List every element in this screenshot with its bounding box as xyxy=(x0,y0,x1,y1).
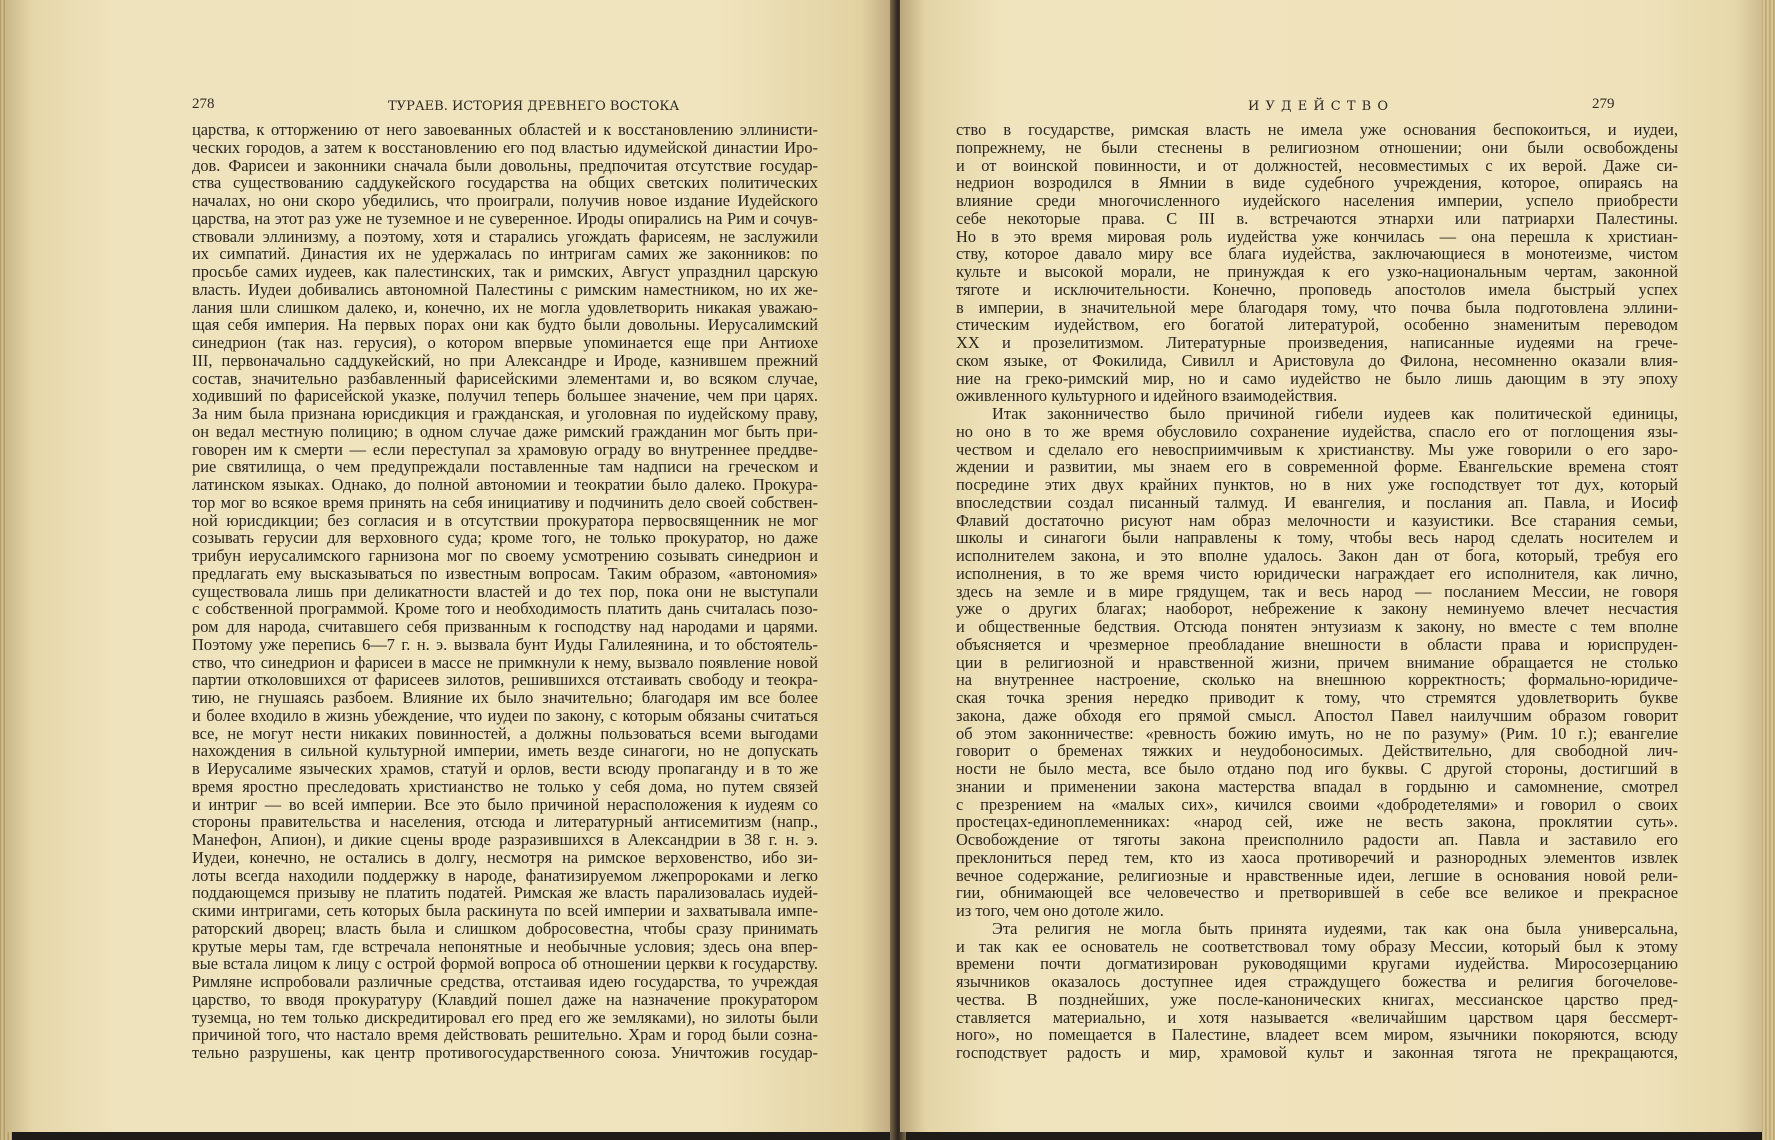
text-line: предлагать ему высказываться по известным вопросам. Таким образом, «автономия» xyxy=(192,563,818,583)
text-line: здесь на земле и в мире грядущем, так и весь народ — посланием Мессии, не говоря xyxy=(956,581,1678,601)
text-line: недрион возродился в Ямнии в виде судебного учреждения, которое, опираясь на xyxy=(956,173,1678,193)
text-line: влияние среди многочисленного иудейского населения империи, успело приобрести xyxy=(956,191,1678,210)
text-line: посредине этих двух крайних пунктов, но в них уже господствует тот дух, который xyxy=(956,475,1678,494)
text-line: тельно разрушены, как центр противогосударственного союза. Уничтожив государ- xyxy=(192,1043,818,1062)
text-line: преклониться перед тем, кто из хаоса противоречий и разнородных элементов извлек xyxy=(956,847,1678,867)
text-line: исполнения, в то же время чисто юридически награждает его исполнителя, как лично, xyxy=(956,563,1678,583)
left-page-number: 278 xyxy=(192,96,215,112)
text-line: и от воинской повинности, и от должностей, несовместимых с их верой. Даже си- xyxy=(956,155,1678,175)
text-line: трибун иерусалимского гарнизона мог по своему усмотрению созывать синедрион и xyxy=(192,546,818,565)
text-line: простецах-единоплеменниках: «народ сей, иже не весть закона, проклятии суть». xyxy=(956,812,1678,832)
text-line: вые встала лицом к лицу с острой формой вопроса об отношении церкви к государству. xyxy=(192,954,818,974)
text-line: и более входило в жизнь убеждение, что иудеи по закону, с которым обязаны считаться xyxy=(192,705,818,725)
text-line: он ведал местную полицию; в одном случае даже римский гражданин мог быть при- xyxy=(192,421,818,441)
text-line: из того, чем оно дотоле жило. xyxy=(956,901,1164,920)
text-line: культе и высокой морали, не принуждая к его узко-национальным чертам, законной xyxy=(956,262,1678,281)
right-page-text xyxy=(956,121,1678,1062)
text-line: и так как ее основатель не соответствовал тому образу Мессии, который был к этому xyxy=(956,936,1678,956)
left-running-head: ТУРАЕВ. ИСТОРИЯ ДРЕВНЕГО ВОСТОКА xyxy=(388,99,680,114)
text-line: ство в государстве, римская власть не имела уже основания беспокоиться, и иудеи, xyxy=(956,120,1678,139)
text-line: созывать герусии для верховного суда; кроме того, не только прокуратор, но даже xyxy=(192,528,818,548)
text-line: ставляется материально, и хотя называется «величайшим царством царя бессмерт- xyxy=(956,1007,1678,1027)
text-line: щая себя империя. На первых порах они как будто были довольны. Иерусалимский xyxy=(192,315,818,335)
text-line: Освобождение от тяготы закона преисполнило радости ап. Павла и заставило его xyxy=(956,830,1678,849)
text-line: тяготе и исключительности. Конечно, проповедь апостолов имела быстрый успех xyxy=(956,279,1678,299)
text-line: ская точка зрения нередко приводит к тому, что стремятся удовлетворить букве xyxy=(956,688,1678,707)
text-line: ства существованию саддукейского государства на общих светских политических xyxy=(192,173,818,193)
text-line: ние на греко-римский мир, но и само иудейство не было лишь дающим в эту эпоху xyxy=(956,368,1678,388)
left-page-text xyxy=(192,121,818,1062)
text-line: Иудеи, конечно, не остались в долгу, несмотря на римское верховенство, ибо зи- xyxy=(192,847,818,867)
text-line: об этом законничестве: «ревность божию имуть, но не по разуму» (Рим. 10 г.); евангелие xyxy=(956,723,1678,743)
text-line: исполнителем закона, и это вполне удалось. Закон дан от бога, который, требуя его xyxy=(956,546,1678,565)
text-line: лания шли слишком далеко, и, конечно, их не могла удовлетворить никакая уважаю- xyxy=(192,297,818,317)
text-line: знании и применении закона мастерства впадал в гордыню и самомнение, смотрел xyxy=(956,776,1678,796)
text-line: и общественные бедствия. Отсюда понятен энтузиазм к закону, но вместе с тем вполне xyxy=(956,617,1678,636)
text-line: стическим иудейством, его богатой литературой, особенно знаменитым переводом xyxy=(956,315,1678,335)
text-line: все, не могут нести никаких повинностей, а должны пользоваться всеми выгодами xyxy=(192,723,818,743)
text-line: Итак законничество было причиной гибели иудеев как политической единицы, xyxy=(992,404,1678,423)
text-line: За ним была признана юрисдикция и гражданская, и уголовная по иудейскому праву, xyxy=(192,404,818,423)
text-line: Флавий достаточно рисуют нам образ мелочности и казуистики. Все старания семьи, xyxy=(956,510,1678,530)
text-line: язычников оказалось доступнее идея страждущего божества и религия богочелове- xyxy=(956,972,1678,991)
text-line: на внутреннее настроение, сколько на внешнюю корректность; формально-юридиче- xyxy=(956,670,1678,690)
text-line: рие святилища, о чем предупреждали поставленные там надписи на греческом и xyxy=(192,457,818,477)
text-line: тор мог во всякое время принять на себя инициативу и подчинить дело своей собствен- xyxy=(192,492,818,512)
text-line: существовала лишь при деликатности властей и до тех пор, пока они не выступали xyxy=(192,581,818,601)
text-line: нахождения в сильной культурной империи, иметь везде синагоги, но не допускать xyxy=(192,741,818,761)
text-line: ного», но помещается в Палестине, владеет всем миром, язычники покоряются, всюду xyxy=(956,1025,1678,1045)
text-line: туземца, но тем только дискредитировал его пред его же земляками), но зилоты были xyxy=(192,1007,818,1027)
text-line: гии, обнимающей все человечество и претворившей в себе все великое и прекрасное xyxy=(956,883,1678,903)
text-line: ждении и развитии, мы знаем его в современной форме. Евангельские времена стоят xyxy=(956,457,1678,477)
text-line: говорен им к смерти — если переступал за храмовую ограду во внутреннее преддве- xyxy=(192,439,818,459)
left-page xyxy=(6,0,896,1132)
text-line: времени почти догматизирован руководящими кругами иудейства. Миросозерцанию xyxy=(956,954,1678,974)
text-line: поддающемся призыву не платить податей. Римская же власть парализовалась иудей- xyxy=(192,883,818,903)
text-line: ности не было места, все было отдано под иго буквы. С другой стороны, достигший в xyxy=(956,759,1678,778)
text-line: господствует радость и мир, храмовой культ и законная тягота не прекращаются, xyxy=(956,1043,1678,1062)
text-line: с собственной программой. Кроме того и необходимость платить дань считалась позо- xyxy=(192,599,818,619)
right-page xyxy=(900,0,1769,1132)
text-line: ной юрисдикции; без согласия и в отсутствии прокуратора первосвященник не мог xyxy=(192,510,818,530)
text-line: лоты всегда находили поддержку в народе, фанатизируемом лжепророками и легко xyxy=(192,865,818,885)
text-line: синедрион (так наз. герусия), о котором впервые упоминается еще при Антиохе xyxy=(192,333,818,352)
text-line: власть. Иудеи добивались автономной Палестины с римским наместником, но их же- xyxy=(192,279,818,299)
text-line: объясняется и чрезмерное преобладание внешности в области права и юриспруден- xyxy=(956,634,1678,654)
right-page-number: 279 xyxy=(1592,96,1615,112)
text-line: ческих городов, а затем к восстановлению его под властью идумейской династии Иро- xyxy=(192,137,818,157)
text-line: закона, даже обходя его прямой смысл. Апостол Павел наилучшим образом говорит xyxy=(956,705,1678,725)
text-line: Манефон, Апион), и дикие сцены вроде разразившихся в Александрии в 38 г. н. э. xyxy=(192,830,818,849)
text-line: царства, к отторжению от него завоеванных областей и к восстановлению эллинисти- xyxy=(192,120,818,139)
text-line: говорит о бременах тяжких и неудобоносимых. Действительно, для свободной лич- xyxy=(956,741,1678,761)
text-line: тию, не гнушаясь разбоем. Влияние их было значительно; благодаря им все более xyxy=(192,688,818,707)
text-line: ции в религиозной и нравственной жизни, причем внимание обращается не столько xyxy=(956,652,1678,672)
text-line: чеством и сделало его невосприимчивым к христианству. Мы уже говорили о его заро- xyxy=(956,439,1678,459)
text-line: началах, но они скоро убедились, что проиграли, получив новое издание Иудейского xyxy=(192,191,818,210)
text-line: дов. Фарисеи и законники сначала были довольны, предпочитая отсутствие государ- xyxy=(192,155,818,175)
text-line: XX и прозелитизмом. Литературные произведения, написанные иудеями на грече- xyxy=(956,333,1678,352)
right-running-head: И У Д Е Й С Т В О xyxy=(1248,99,1390,114)
text-line: время яростно преследовать христианство не только у себя дома, но путем связей xyxy=(192,776,818,796)
text-line: причиной того, что настало время действовать решительно. Храм и город были созна- xyxy=(192,1025,818,1045)
text-line: попрежнему, не были стеснены в религиозном отношении; они были освобождены xyxy=(956,137,1678,157)
text-line: ство, что синедрион и фарисеи в массе не примкнули к нему, вызвало появление новой xyxy=(192,652,818,672)
text-line: в Иерусалиме языческих храмов, статуй и орлов, вести всюду пропаганду и в то же xyxy=(192,759,818,778)
right-page-edge xyxy=(1762,0,1775,1140)
text-line: уже о других благах; наоборот, небрежение к закону неминуемо влечет несчастия xyxy=(956,599,1678,619)
text-line: царство, то вводя прокуратуру (Клавдий пошел даже на назначение прокуратором xyxy=(192,989,818,1009)
text-line: стороны правительства и населения, отсюда и литературный антисемитизм (напр., xyxy=(192,812,818,832)
text-line: Но в это время мировая роль иудейства уже кончилась — она перешла к христиан- xyxy=(956,226,1678,246)
text-line: впоследствии создал писанный талмуд. И евангелия, и послания ап. Павла, и Иосиф xyxy=(956,492,1678,512)
text-line: ском языке, от Фокилида, Сивилл и Аристовула до Филона, несомненно оказали влия- xyxy=(956,350,1678,370)
text-line: себе некоторые права. С III в. встречаются этнархи или патриархи Палестины. xyxy=(956,208,1678,228)
text-line: III, первоначально саддукейский, но при Александре и Ироде, казнившем прежний xyxy=(192,350,818,370)
text-line: ром для народа, считавшего себя призванным к господству над народами и царями. xyxy=(192,617,818,636)
text-line: оживленного культурного и идейного взаимодействия. xyxy=(956,386,1338,406)
text-line: вечное содержание, религиозные и нравственные идеи, легшие в основания новой рели- xyxy=(956,865,1678,885)
text-line: с презрением на «малых сих», кичился своими «добродетелями» и говорил о своих xyxy=(956,794,1678,814)
text-line: в империи, в значительной мере благодаря тому, что почва была подготовлена эллини- xyxy=(956,297,1678,317)
text-line: и интриг — во всей империи. Все это было причиной нерасположения к иудеям со xyxy=(192,794,818,814)
text-line: состав, значительно разбавленный фарисейскими элементами и, во всяком случае, xyxy=(192,368,818,388)
text-line: Поэтому уже перепись 6—7 г. н. э. вызвала бунт Иуды Галилеянина, и то обстоятель- xyxy=(192,634,818,654)
text-line: их симпатий. Династия их не удержалась по интригам самих же законников: по xyxy=(192,244,818,264)
text-line: партии отколовшихся от фарисеев зилотов, решившихся отстаивать свободу и теокра- xyxy=(192,670,818,690)
text-line: школы и синагоги были направлены к тому, чтобы весь народ сделать носителем и xyxy=(956,528,1678,548)
text-line: Эта религия не могла быть принята иудеями, так как она была универсальна, xyxy=(992,918,1678,938)
text-line: ствовали эллинизму, а поэтому, хотя и старались угождать фарисеям, не заслужили xyxy=(192,226,818,246)
text-line: Римляне испробовали различные средства, отстаивая идею государства, то учреждая xyxy=(192,972,818,991)
text-line: латинском языках. Однако, до полной автономии и теократии было далеко. Прокура- xyxy=(192,475,818,494)
text-line: но оно в то же время обусловило сохранение иудейства, спасло его от поглощения язы- xyxy=(956,421,1678,441)
text-line: раторский дворец; власть была и слишком добросовестна, чтобы сразу принимать xyxy=(192,918,818,938)
text-line: просьбе самих иудеев, как палестинских, так и римских, Август упразднил царскую xyxy=(192,262,818,281)
text-line: царства, на этот раз уже не туземное и не суверенное. Ироды опирались на Рим и сочув- xyxy=(192,208,818,228)
text-line: скими интригами, сеть которых была раскинута по всей империи и захватывала импе- xyxy=(192,901,818,920)
text-line: ству, которое давало миру все блага иудейства, заключающиеся в монотеизме, чистом xyxy=(956,244,1678,264)
text-line: ходивший по фарисейской указке, получил теперь большее значение, чем при царях. xyxy=(192,386,818,406)
text-line: чества. В позднейших, уже после-канонических книгах, мессианское царство пред- xyxy=(956,989,1678,1009)
text-line: крутые меры там, где встречала непонятные и необычные условия; здесь она впер- xyxy=(192,936,818,956)
